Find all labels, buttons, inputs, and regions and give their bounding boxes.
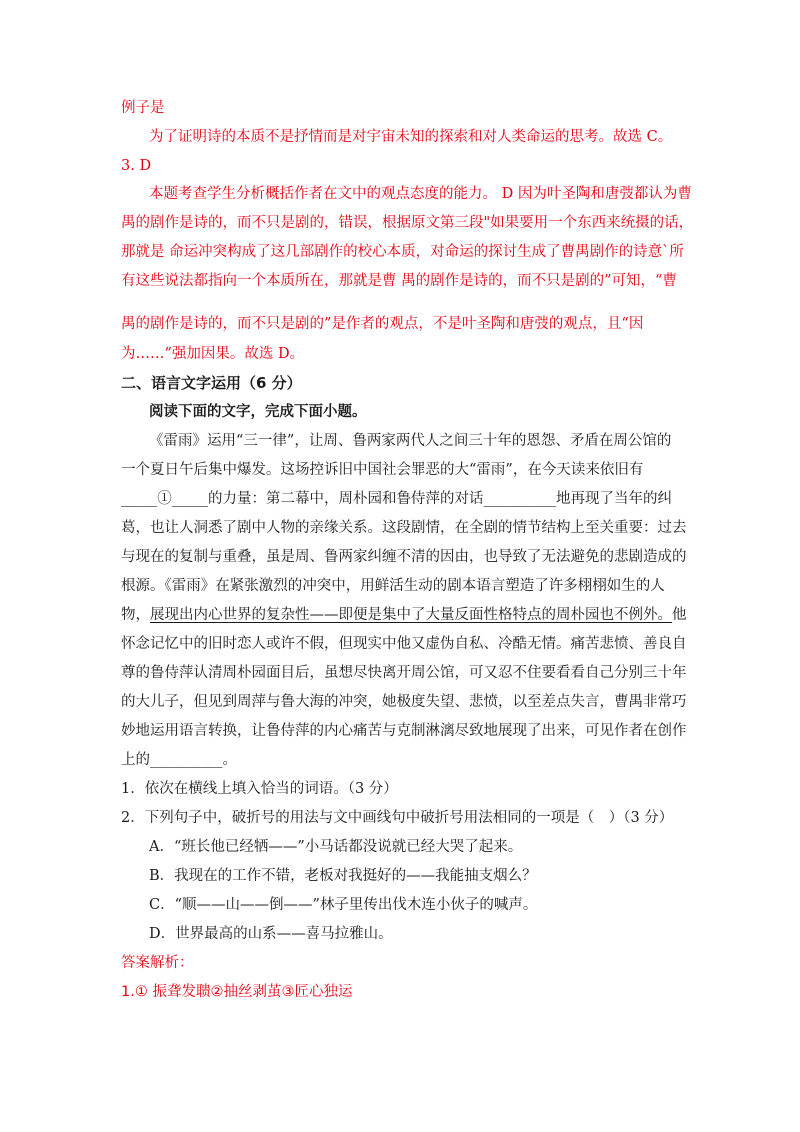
passage-line: 上的__________。 (121, 752, 237, 768)
q3-answer-label: 3. D (121, 158, 152, 174)
q3-explanation-line: 那就是 命运冲突构成了这几部剧作的校心本质，对命运的探讨生成了曹禺剧作的诗意`所 (121, 244, 684, 260)
passage-line: 葛，也让人洞悉了剧中人物的亲缘关系。这段剧情，在全剧的情节结构上至关重要：过去 (121, 520, 687, 536)
q3-explanation-line: 禺的剧作是诗的，而不只是剧的”是作者的观点，不是叶圣陶和唐弢的观点，且“因 (121, 316, 644, 332)
passage-line: 《雷雨》运用“三一律”，让周、鲁两家两代人之间三十年的恩怨、矛盾在周公馆的 (149, 433, 672, 449)
q3-explanation-line: 为……”强加因果。故选 D。 (121, 346, 305, 362)
underlined-sentence: 展现出内心世界的复杂性——即便是集中了大量反面性格特点的周朴园也不例外。 (150, 607, 672, 623)
q3-explanation-line: 禺的剧作是诗的，而不只是剧的，错误，根据原文第三段"如果要用一个东西来统摄的话， (121, 215, 694, 231)
q3-explanation-line: 本题考查学生分析概括作者在文中的观点态度的能力。 D 因为叶圣陶和唐弢都认为曹 (149, 186, 692, 202)
passage-line: 一个夏日午后集中爆发。这场控诉旧中国社会罪恶的大“雷雨”，在今天读来依旧有 (121, 462, 644, 478)
passage-line-with-underline (121, 605, 687, 625)
passage-line: _____①_____的力量：第二幕中，周朴园和鲁侍萍的对话__________地再现了当年的纠 (121, 491, 672, 507)
answer-line: 1.① 振聋发聩②抽丝剥茧③匠心独运 (121, 984, 353, 1000)
passage-text: 他 (672, 607, 687, 623)
passage-text: 物， (121, 607, 150, 623)
q3-explanation-line: 有这些说法都指向一个本质所在，那就是曹 禺的剧作是诗的，而不只是剧的”可知，“曹 (121, 273, 677, 289)
passage-line: 怀念记忆中的旧时恋人或许不假，但现实中他又虚伪自私、冷酷无情。痛苦悲愤、善良自 (121, 636, 687, 652)
passage-line: 的大儿子，但见到周萍与鲁大海的冲突，她极度失望、悲愤，以至差点失言，曹禺非常巧 (121, 694, 687, 710)
question-2: 2．下列句子中，破折号的用法与文中画线句中破折号用法相同的一项是（ ）（3 分） (121, 810, 674, 826)
option-a: A．“班长他已经牺——”小马话都没说就已经大哭了起来。 (149, 839, 523, 855)
section-title: 二、语言文字运用（6 分） (121, 374, 302, 392)
prev-answer-text: 为了证明诗的本质不是抒情而是对宇宙未知的探索和对人类命运的思考。故选 C。 (149, 129, 673, 145)
option-c: C．“顺——山——倒——”林子里传出伐木连小伙子的喊声。 (149, 897, 538, 913)
question-1: 1．依次在横线上填入恰当的词语。（3 分） (121, 781, 398, 797)
passage-line: 根源。《雷雨》在紧张激烈的冲突中，用鲜活生动的剧本语言塑造了许多栩栩如生的人 (121, 578, 665, 594)
passage-line: 与现在的复制与重叠，虽是周、鲁两家纠缠不清的因由，也导致了无法避免的悲剧造成的 (121, 549, 687, 565)
passage-line: 妙地运用语言转换，让鲁侍萍的内心痛苦与克制淋漓尽致地展现了出来，可见作者在创作 (121, 723, 687, 739)
section-instruction: 阅读下面的文字，完成下面小题。 (149, 403, 367, 420)
passage-line: 尊的鲁侍萍认清周朴园面目后，虽想尽快离开周公馆，可又忍不住要看看自己分别三十年 (121, 665, 687, 681)
option-b: B．我现在的工作不错，老板对我挺好的——我能抽支烟么？ (149, 868, 537, 884)
prev-answer-label: 例子是 (121, 100, 165, 116)
answer-label: 答案解析： (121, 955, 194, 971)
option-d: D．世界最高的山系——喜马拉雅山。 (149, 926, 393, 942)
